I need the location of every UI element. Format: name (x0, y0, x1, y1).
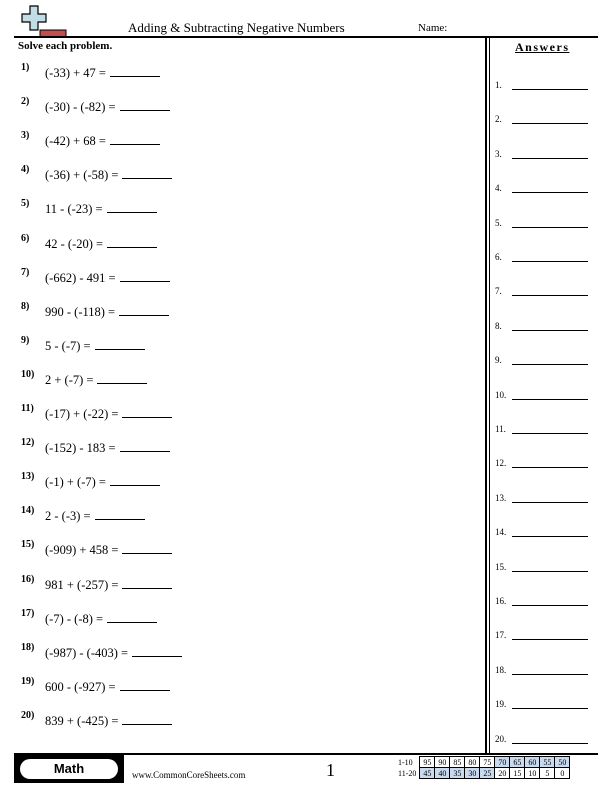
problem-expression (45, 235, 157, 252)
score-cell: 20 (495, 768, 510, 779)
problem-number: 17) (21, 608, 35, 619)
answer-item[interactable] (495, 663, 595, 677)
name-label: Name: (418, 22, 448, 34)
answer-item[interactable] (495, 250, 595, 264)
score-cell: 35 (450, 768, 465, 779)
problem-blank[interactable] (107, 610, 157, 623)
problem-text: (-1) + (-7) = (45, 475, 106, 489)
answer-number: 10. (495, 390, 507, 400)
score-cell: 85 (450, 757, 465, 768)
problem-blank[interactable] (122, 541, 172, 554)
score-cell: 10 (525, 768, 540, 779)
answer-number: 13. (495, 493, 507, 503)
problem-number: 6) (21, 233, 30, 244)
problem-number: 8) (21, 301, 30, 312)
answer-line[interactable] (512, 123, 588, 124)
problem-blank[interactable] (95, 337, 145, 350)
score-cell: 25 (480, 768, 495, 779)
problem-expression (45, 576, 172, 593)
problem-text: (-987) - (-403) = (45, 646, 129, 660)
score-cell: 45 (420, 768, 435, 779)
answer-line[interactable] (512, 605, 588, 606)
answer-number: 8. (495, 321, 502, 331)
answer-number: 20. (495, 734, 507, 744)
problem-text: (-36) + (-58) = (45, 168, 119, 182)
answer-number: 11. (495, 424, 506, 434)
score-cell: 30 (465, 768, 480, 779)
answer-line[interactable] (512, 433, 588, 434)
answer-line[interactable] (512, 330, 588, 331)
problem-blank[interactable] (120, 678, 170, 691)
problem-blank[interactable] (122, 576, 172, 589)
score-row-label: 1-10 (398, 757, 413, 767)
problem-text: 981 + (-257) = (45, 578, 119, 592)
column-divider-inner (489, 37, 490, 753)
plus-logo-icon (18, 4, 70, 38)
problem-expression (45, 303, 169, 320)
answer-item[interactable] (495, 456, 595, 470)
answer-line[interactable] (512, 227, 588, 228)
problem-number: 19) (21, 676, 35, 687)
answer-item[interactable] (495, 388, 595, 402)
problem-expression (45, 507, 145, 524)
score-cell: 0 (555, 768, 570, 779)
problem-expression (45, 610, 157, 627)
answer-number: 12. (495, 458, 507, 468)
problem-blank[interactable] (95, 507, 145, 520)
score-cell: 65 (510, 757, 525, 768)
answer-line[interactable] (512, 295, 588, 296)
answer-item[interactable] (495, 284, 595, 298)
problem-expression (45, 644, 182, 661)
score-cell: 5 (540, 768, 555, 779)
problem-expression (45, 712, 172, 729)
problem-blank[interactable] (97, 371, 147, 384)
score-cell: 60 (525, 757, 540, 768)
problem-number: 4) (21, 164, 30, 175)
answer-item[interactable] (495, 628, 595, 642)
answer-line[interactable] (512, 639, 588, 640)
answer-line[interactable] (512, 743, 588, 744)
answer-item[interactable] (495, 525, 595, 539)
answer-line[interactable] (512, 261, 588, 262)
problem-expression (45, 678, 170, 695)
score-row-label: 11-20 (398, 768, 417, 778)
score-cell: 40 (435, 768, 450, 779)
problem-blank[interactable] (122, 712, 172, 725)
problem-number: 12) (21, 437, 35, 448)
problem-expression (45, 269, 170, 286)
problem-text: (-909) + 458 = (45, 543, 119, 557)
problem-expression (45, 473, 160, 490)
problem-blank[interactable] (119, 303, 169, 316)
problem-number: 2) (21, 96, 30, 107)
problem-number: 15) (21, 539, 35, 550)
worksheet-title: Adding & Subtracting Negative Numbers (128, 20, 345, 35)
answer-item[interactable] (495, 181, 595, 195)
problem-text: (-30) - (-82) = (45, 100, 116, 114)
answer-item[interactable] (495, 422, 595, 436)
problem-number: 7) (21, 267, 30, 278)
score-cell: 90 (435, 757, 450, 768)
problem-expression (45, 64, 160, 81)
answer-line[interactable] (512, 158, 588, 159)
problem-expression (45, 405, 172, 422)
problem-text: (-152) - 183 = (45, 441, 116, 455)
problem-expression (45, 200, 157, 217)
answer-line[interactable] (512, 571, 588, 572)
answer-item[interactable] (495, 319, 595, 333)
problem-text: 5 - (-7) = (45, 339, 91, 353)
answer-number: 9. (495, 355, 502, 365)
score-row (396, 757, 570, 768)
answer-line[interactable] (512, 536, 588, 537)
answer-item[interactable] (495, 78, 595, 92)
problem-blank[interactable] (110, 473, 160, 486)
answer-number: 2. (495, 114, 502, 124)
problem-expression (45, 337, 145, 354)
problem-expression (45, 132, 160, 149)
answer-number: 19. (495, 699, 507, 709)
answer-number: 5. (495, 218, 502, 228)
score-cell: 75 (480, 757, 495, 768)
answer-number: 1. (495, 80, 502, 90)
problem-blank[interactable] (120, 269, 170, 282)
problem-blank[interactable] (120, 439, 170, 452)
score-cell: 15 (510, 768, 525, 779)
answer-line[interactable] (512, 467, 588, 468)
problem-number: 14) (21, 505, 35, 516)
problem-number: 16) (21, 574, 35, 585)
problem-blank[interactable] (122, 405, 172, 418)
problem-expression (45, 371, 147, 388)
problem-number: 13) (21, 471, 35, 482)
problem-text: (-7) - (-8) = (45, 612, 104, 626)
score-cell: 55 (540, 757, 555, 768)
problem-text: 42 - (-20) = (45, 237, 104, 251)
instructions: Solve each problem. (18, 40, 113, 52)
problem-text: 2 - (-3) = (45, 509, 91, 523)
problem-expression (45, 541, 172, 558)
problem-number: 20) (21, 710, 35, 721)
answer-item[interactable] (495, 112, 595, 126)
problem-blank[interactable] (122, 166, 172, 179)
answer-line[interactable] (512, 502, 588, 503)
score-cell: 80 (465, 757, 480, 768)
answer-line[interactable] (512, 674, 588, 675)
score-cell: 70 (495, 757, 510, 768)
problem-number: 1) (21, 62, 30, 73)
page-number: 1 (326, 760, 335, 780)
answer-item[interactable] (495, 560, 595, 574)
problem-blank[interactable] (107, 235, 157, 248)
problem-expression (45, 98, 170, 115)
score-table (396, 756, 570, 779)
answer-number: 14. (495, 527, 507, 537)
problem-text: 2 + (-7) = (45, 373, 94, 387)
problem-text: (-33) + 47 = (45, 66, 106, 80)
problem-text: 839 + (-425) = (45, 714, 119, 728)
answer-number: 17. (495, 630, 507, 640)
problem-blank[interactable] (110, 132, 160, 145)
problem-expression (45, 439, 170, 456)
score-row (396, 768, 570, 779)
answer-item[interactable] (495, 147, 595, 161)
answer-number: 7. (495, 286, 502, 296)
score-cell: 50 (555, 757, 570, 768)
problem-number: 3) (21, 130, 30, 141)
answer-number: 3. (495, 149, 502, 159)
website-link[interactable]: www.CommonCoreSheets.com (132, 770, 246, 780)
score-cell: 95 (420, 757, 435, 768)
answer-item[interactable] (495, 697, 595, 711)
problem-number: 11) (21, 403, 34, 414)
column-divider (485, 37, 487, 753)
answer-line[interactable] (512, 708, 588, 709)
answer-number: 6. (495, 252, 502, 262)
problem-number: 9) (21, 335, 30, 346)
header-rule (14, 36, 598, 38)
answer-number: 15. (495, 562, 507, 572)
problem-number: 18) (21, 642, 35, 653)
problem-text: (-17) + (-22) = (45, 407, 119, 421)
answer-item[interactable] (495, 353, 595, 367)
answers-heading: Answers (515, 40, 570, 54)
answer-item[interactable] (495, 491, 595, 505)
problem-blank[interactable] (132, 644, 182, 657)
problem-text: (-662) - 491 = (45, 271, 116, 285)
answer-number: 18. (495, 665, 507, 675)
problem-blank[interactable] (107, 200, 157, 213)
problem-text: 11 - (-23) = (45, 202, 103, 216)
answer-line[interactable] (512, 192, 588, 193)
answer-number: 4. (495, 183, 502, 193)
problem-text: 990 - (-118) = (45, 305, 116, 319)
problem-number: 10) (21, 369, 35, 380)
answer-line[interactable] (512, 399, 588, 400)
problem-text: 600 - (-927) = (45, 680, 116, 694)
answer-item[interactable] (495, 732, 595, 746)
problem-expression (45, 166, 172, 183)
problem-blank[interactable] (110, 64, 160, 77)
answer-number: 16. (495, 596, 507, 606)
answer-item[interactable] (495, 594, 595, 608)
subject-badge: Math (20, 759, 118, 779)
problem-text: (-42) + 68 = (45, 134, 106, 148)
answer-line[interactable] (512, 89, 588, 90)
answer-item[interactable] (495, 216, 595, 230)
problem-number: 5) (21, 198, 30, 209)
problem-blank[interactable] (120, 98, 170, 111)
answer-line[interactable] (512, 364, 588, 365)
